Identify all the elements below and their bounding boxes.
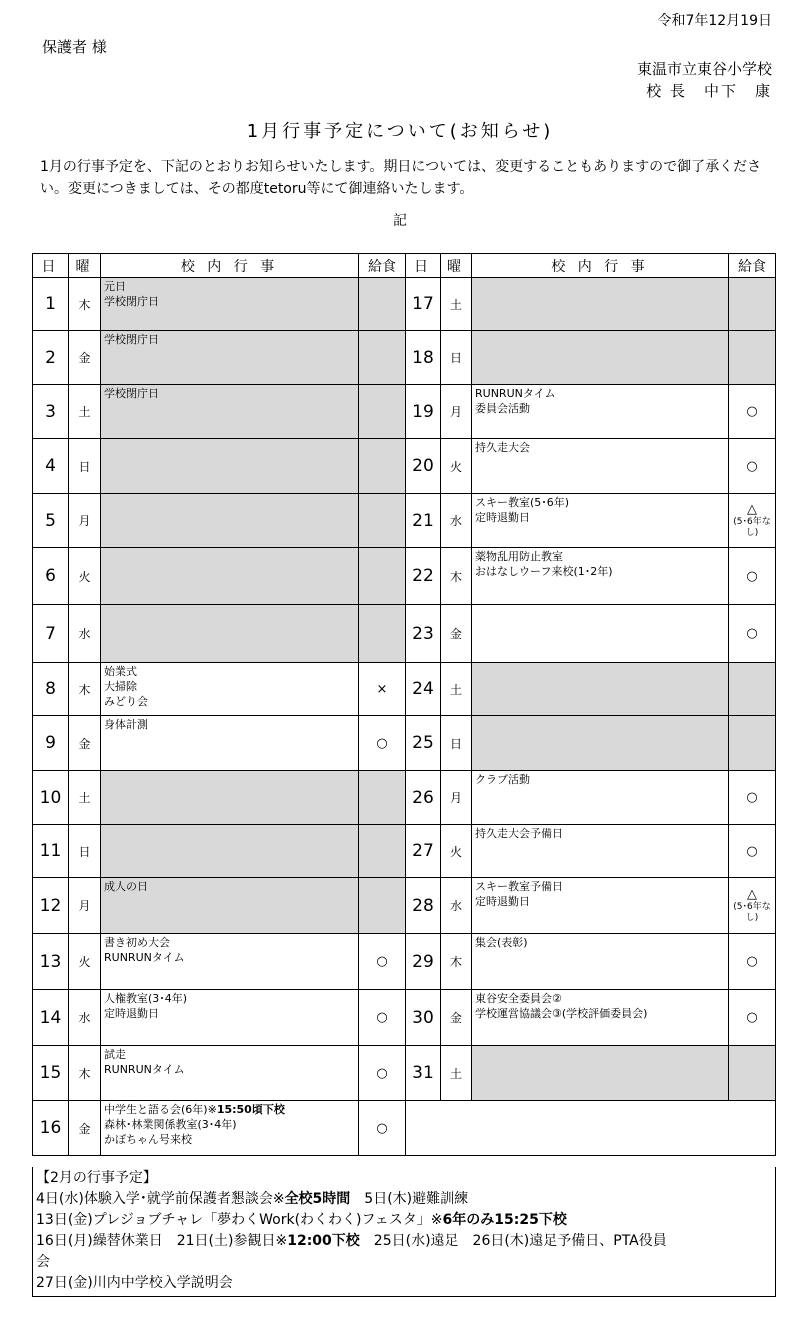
event-item: 始業式 [104, 665, 137, 678]
events-cell [101, 1046, 359, 1101]
events-cell [472, 548, 729, 605]
event-item: 学校運営協議会③(学校評価委員会) [475, 1007, 648, 1020]
table-row [33, 825, 776, 878]
day-number: 1 [33, 278, 69, 331]
events-cell [472, 1046, 729, 1101]
table-row [33, 494, 776, 548]
events-cell [101, 825, 359, 878]
meal-cell: ○ [729, 548, 776, 605]
day-number: 25 [406, 716, 441, 771]
meal-cell [359, 331, 406, 385]
table-row [33, 878, 776, 934]
events-cell [472, 494, 729, 548]
february-line-1: 4日(水)体験入学･就学前保護者懇談会※全校5時間 5日(木)避難訓練 [36, 1191, 469, 1207]
weekday: 水 [69, 605, 101, 663]
weekday: 土 [441, 278, 472, 331]
header-meal: 給食 [729, 254, 776, 278]
meal-cell [729, 331, 776, 385]
meal-cell: △ (5･6年なし) [729, 494, 776, 548]
day-number: 15 [33, 1046, 69, 1101]
weekday: 金 [69, 331, 101, 385]
day-number: 9 [33, 716, 69, 771]
event-item: クラブ活動 [475, 773, 530, 786]
event-item: 持久走大会 [475, 441, 530, 454]
weekday: 金 [441, 605, 472, 663]
day-number: 4 [33, 439, 69, 494]
event-item: 定時退勤日 [475, 511, 530, 524]
schedule-table [32, 253, 776, 1156]
events-cell [472, 771, 729, 825]
table-row [33, 605, 776, 663]
meal-cell: ○ [729, 439, 776, 494]
event-item: 定時退勤日 [104, 1007, 159, 1020]
meal-cell: ○ [729, 825, 776, 878]
weekday: 日 [69, 825, 101, 878]
day-number: 21 [406, 494, 441, 548]
events-cell [472, 605, 729, 663]
table-row [33, 990, 776, 1046]
weekday: 火 [69, 548, 101, 605]
meal-cell [359, 605, 406, 663]
page-title: 1月行事予定について(お知らせ) [246, 121, 554, 142]
header-day: 日 [33, 254, 69, 278]
day-number: 12 [33, 878, 69, 934]
table-header-row [33, 254, 776, 278]
event-item: みどり会 [104, 695, 148, 708]
table-row [33, 1101, 776, 1156]
event-item: スキー教室予備日 [475, 880, 563, 893]
day-number: 20 [406, 439, 441, 494]
weekday: 日 [441, 331, 472, 385]
february-line-4: 27日(金)川内中学校入学説明会 [36, 1275, 233, 1291]
weekday: 土 [441, 1046, 472, 1101]
day-number: 31 [406, 1046, 441, 1101]
day-number: 19 [406, 385, 441, 439]
meal-cell: ○ [359, 990, 406, 1046]
meal-cell: △ (5･6年なし) [729, 878, 776, 934]
event-item: 持久走大会予備日 [475, 827, 563, 840]
day-number: 2 [33, 331, 69, 385]
meal-cell [359, 385, 406, 439]
weekday: 水 [441, 494, 472, 548]
meal-cell [359, 278, 406, 331]
weekday: 火 [441, 439, 472, 494]
weekday: 火 [441, 825, 472, 878]
day-number: 17 [406, 278, 441, 331]
event-item: かぼちゃん号来校 [104, 1133, 192, 1146]
event-item: 試走 [104, 1048, 126, 1061]
meal-cell [359, 878, 406, 934]
meal-cell [359, 494, 406, 548]
events-cell [472, 934, 729, 990]
day-number: 27 [406, 825, 441, 878]
table-row [33, 548, 776, 605]
weekday: 木 [441, 934, 472, 990]
weekday: 土 [69, 385, 101, 439]
meal-cell [729, 1046, 776, 1101]
events-cell [472, 878, 729, 934]
day-number: 5 [33, 494, 69, 548]
event-item: RUNRUNタイム [104, 1063, 185, 1076]
weekday: 金 [441, 990, 472, 1046]
events-cell [472, 385, 729, 439]
february-line-3-cont: 会 [36, 1254, 50, 1270]
meal-cell: ○ [359, 716, 406, 771]
event-item: RUNRUNタイム [475, 387, 556, 400]
events-cell [472, 716, 729, 771]
meal-cell [359, 825, 406, 878]
events-cell [472, 278, 729, 331]
day-number: 7 [33, 605, 69, 663]
events-cell [101, 990, 359, 1046]
table-row [33, 934, 776, 990]
event-item: RUNRUNタイム [104, 951, 185, 964]
weekday: 日 [441, 716, 472, 771]
events-cell [472, 331, 729, 385]
event-item: 学校閉庁日 [104, 387, 159, 400]
weekday: 土 [69, 771, 101, 825]
day-number: 13 [33, 934, 69, 990]
meal-cell [729, 663, 776, 716]
events-cell [101, 278, 359, 331]
weekday: 木 [69, 663, 101, 716]
ki-marker: 記 [393, 213, 407, 229]
weekday: 木 [441, 548, 472, 605]
table-row [33, 1046, 776, 1101]
event-item: 成人の日 [104, 880, 148, 893]
event-item: 中学生と語る会(6年)※15:50頃下校 [104, 1103, 285, 1116]
meal-cell: ○ [729, 771, 776, 825]
day-number: 24 [406, 663, 441, 716]
event-item: 学校閉庁日 [104, 295, 159, 308]
school-name: 東温市立東谷小学校 [636, 60, 772, 78]
events-cell [101, 605, 359, 663]
header-dow: 曜 [441, 254, 472, 278]
events-cell [101, 548, 359, 605]
events-cell [101, 494, 359, 548]
day-number: 30 [406, 990, 441, 1046]
event-item: 集会(表彰) [475, 936, 528, 949]
meal-cell: ○ [729, 990, 776, 1046]
event-item: 定時退勤日 [475, 895, 530, 908]
day-number: 28 [406, 878, 441, 934]
meal-cell: × [359, 663, 406, 716]
events-cell [472, 439, 729, 494]
meal-cell [359, 771, 406, 825]
day-number: 10 [33, 771, 69, 825]
day-number: 3 [33, 385, 69, 439]
event-item: スキー教室(5･6年) [475, 496, 570, 509]
day-number: 22 [406, 548, 441, 605]
weekday: 木 [69, 1046, 101, 1101]
header-meal: 給食 [359, 254, 406, 278]
meal-cell [729, 278, 776, 331]
day-number: 11 [33, 825, 69, 878]
events-cell [101, 385, 359, 439]
weekday: 金 [69, 716, 101, 771]
events-cell [101, 331, 359, 385]
weekday: 木 [69, 278, 101, 331]
events-cell [101, 878, 359, 934]
weekday: 水 [441, 878, 472, 934]
meal-cell [359, 548, 406, 605]
day-number: 29 [406, 934, 441, 990]
meal-cell [729, 716, 776, 771]
day-number: 18 [406, 331, 441, 385]
table-row [33, 771, 776, 825]
event-item: 委員会活動 [475, 402, 530, 415]
events-cell [472, 990, 729, 1046]
table-row [33, 439, 776, 494]
event-item: 薬物乱用防止教室 [475, 550, 563, 563]
day-number: 23 [406, 605, 441, 663]
weekday: 土 [441, 663, 472, 716]
events-cell [101, 439, 359, 494]
principal-name: 校 長 中下 康 [646, 82, 772, 100]
header-day: 日 [406, 254, 441, 278]
weekday: 水 [69, 990, 101, 1046]
table-row [33, 716, 776, 771]
events-cell [101, 663, 359, 716]
header-dow: 曜 [69, 254, 101, 278]
february-line-3: 16日(月)繰替休業日 21日(土)参観日※12:00下校 25日(水)遠足 26日(木)遠足予備日、PTA役員 [36, 1233, 667, 1249]
day-number: 16 [33, 1101, 69, 1156]
events-cell [101, 716, 359, 771]
empty-cell [406, 1101, 776, 1156]
event-item: 書き初め大会 [104, 936, 170, 949]
recipient: 保護者 様 [42, 38, 107, 56]
events-cell [472, 663, 729, 716]
february-schedule [32, 1167, 776, 1297]
event-item: 大掃除 [104, 680, 137, 693]
meal-cell: ○ [729, 385, 776, 439]
event-item: 人権教室(3･4年) [104, 992, 188, 1005]
event-item: 森林･林業関係教室(3･4年) [104, 1118, 237, 1131]
february-heading: 【2月の行事予定】 [36, 1170, 157, 1186]
weekday: 月 [69, 494, 101, 548]
meal-cell: ○ [359, 1101, 406, 1156]
intro-text: 1月の行事予定を、下記のとおりお知らせいたします。期日については、変更することもありますので御了承ください。変更につきましては、その都度tetoru等にて御連絡いたします。 [40, 159, 762, 197]
meal-cell: ○ [359, 934, 406, 990]
day-number: 14 [33, 990, 69, 1046]
meal-cell: ○ [359, 1046, 406, 1101]
weekday: 日 [69, 439, 101, 494]
event-item: 元日 [104, 280, 126, 293]
day-number: 6 [33, 548, 69, 605]
events-cell [101, 934, 359, 990]
meal-cell [359, 439, 406, 494]
events-cell [472, 825, 729, 878]
february-line-2: 13日(金)プレジョブチャレ「夢わくWork(わくわく)フェスタ」※6年のみ15:25下校 [36, 1212, 567, 1228]
table-row [33, 663, 776, 716]
event-item: 身体計測 [104, 718, 148, 731]
events-cell [101, 771, 359, 825]
event-item: おはなしウーフ来校(1･2年) [475, 565, 613, 578]
header-events: 校 内 行 事 [101, 254, 359, 278]
weekday: 月 [69, 878, 101, 934]
event-item: 東谷安全委員会② [475, 992, 562, 1005]
meal-cell: ○ [729, 934, 776, 990]
day-number: 26 [406, 771, 441, 825]
table-row [33, 385, 776, 439]
day-number: 8 [33, 663, 69, 716]
weekday: 月 [441, 771, 472, 825]
weekday: 火 [69, 934, 101, 990]
meal-cell: ○ [729, 605, 776, 663]
events-cell [101, 1101, 359, 1156]
weekday: 金 [69, 1101, 101, 1156]
weekday: 月 [441, 385, 472, 439]
event-item: 学校閉庁日 [104, 333, 159, 346]
header-events: 校 内 行 事 [472, 254, 729, 278]
table-row [33, 331, 776, 385]
table-row [33, 278, 776, 331]
document-date: 令和7年12月19日 [657, 13, 772, 29]
